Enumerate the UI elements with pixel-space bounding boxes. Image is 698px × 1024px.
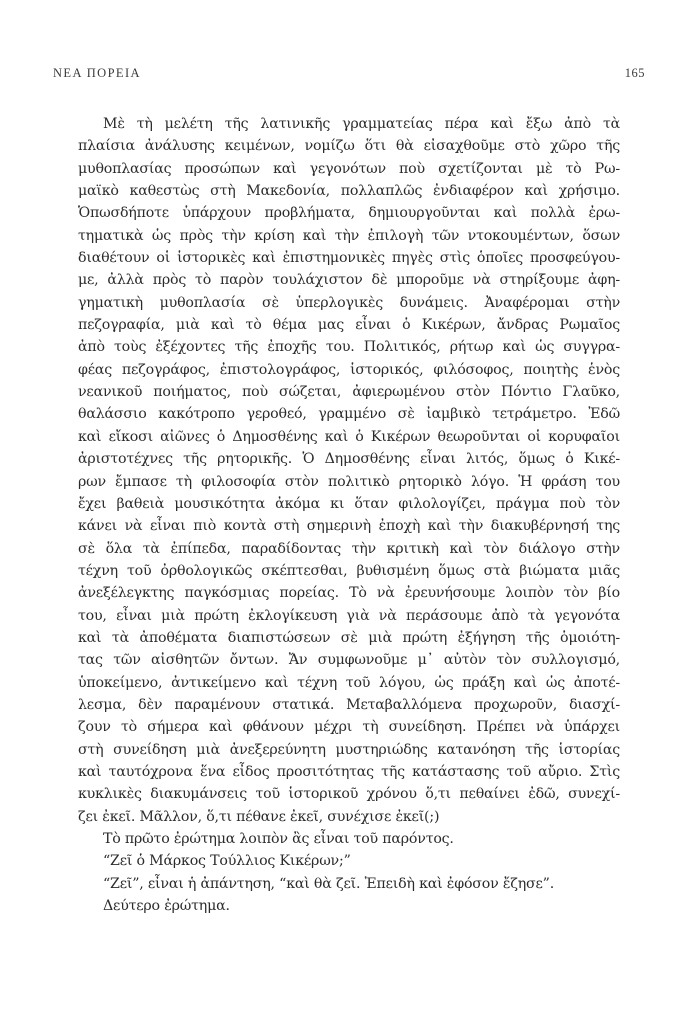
text-line: “Ζεῖ”, εἶναι ἡ ἀπάντηση, “καὶ θὰ ζεῖ. Ἐπειδὴ καὶ ἐφόσον ἔζησε”.	[103, 875, 555, 892]
text-line: διαθέτουν οἱ ἱστορικὲς καὶ ἐπιστημονικὲς πηγὲς στὶς ὁποῖες προσφεύγου-	[78, 250, 620, 267]
text-line: λεσμα, δὲν παραμένουν στατικά. Μεταβαλλόμενα προχωροῦν, διασχί-	[78, 696, 620, 713]
text-line: Δεύτερο ἐρώτημα.	[103, 898, 230, 915]
text-line: ἀριστοτέχνες τῆς ρητορικῆς. Ὁ Δημοσθένης εἶναι λιτός, ὅμως ὁ Κικέ-	[78, 451, 620, 468]
text-line: ζουν τὸ σήμερα καὶ φθάνουν μέχρι τὴ συνείδηση. Πρέπει νὰ ὑπάρχει	[78, 719, 620, 736]
text-line: τας τῶν αἰσθητῶν ὄντων. Ἄν συμφωνοῦμε μ᾽ αὐτὸν τὸν συλλογισμό,	[78, 652, 620, 669]
text-line: “Ζεῖ ὁ Μάρκος Τούλλιος Κικέρων;”	[103, 853, 351, 870]
text-line: γηματικὴ μυθοπλασία σὲ ὑπερλογικὲς δυνάμεις. Ἀναφέρομαι στὴν	[78, 294, 620, 311]
text-line: ρων ἔμπασε τὴ φιλοσοφία στὸν πολιτικὸ ρητορικὸ λόγο. Ἡ φράση του	[78, 473, 620, 490]
text-line: μαϊκὸ καθεστὼς στὴ Μακεδονία, πολλαπλῶς ἐνδιαφέρον καὶ χρήσιμο.	[78, 183, 620, 200]
text-line: θαλάσσιο κακότροπο γεροθεό, γραμμένο σὲ ἰαμβικὸ τετράμετρο. Ἐδῶ	[78, 406, 620, 423]
text-line: πλαίσια ἀνάλυσης κειμένων, νομίζω ὅτι θὰ εἰσαχθοῦμε στὸ χῶρο τῆς	[78, 138, 620, 155]
text-line: ἀπὸ τοὺς ἐξέχοντες τῆς ἐποχῆς του. Πολιτικός, ρήτωρ καὶ ὡς συγγρα-	[78, 339, 620, 356]
page-header	[53, 66, 645, 82]
text-line: Τὸ πρῶτο ἐρώτημα λοιπὸν ἂς εἶναι τοῦ παρόντος.	[103, 831, 454, 847]
text-line: μυθοπλασίας προσώπων καὶ γεγονότων ποὺ σχετίζονται μὲ τὸ Ρω-	[78, 160, 620, 177]
text-line: ἀνεξέλεγκτης παγκόσμιας πορείας. Τὸ νὰ ἐρευνήσουμε λοιπὸν τὸν βίο	[78, 585, 620, 602]
text-line: καὶ εἴκοσι αἰῶνες ὁ Δημοσθένης καὶ ὁ Κικέρων θεωροῦνται οἱ κορυφαῖοι	[78, 428, 620, 445]
text-line: Μὲ τὴ μελέτη τῆς λατινικῆς γραμματείας πέρα καὶ ἔξω ἀπὸ τὰ	[103, 116, 620, 132]
text-line: κυκλικὲς διακυμάνσεις τοῦ ἱστορικοῦ χρόνου ὅ,τι πεθαίνει ἐδῶ, συνεχί-	[78, 786, 620, 803]
running-head: ΝΕΑ ΠΟΡΕΙΑ	[53, 66, 141, 80]
text-line: ἔχει βαθειὰ μουσικότητα ἀκόμα κι ὅταν φιλολογίζει, πράγμα ποὺ τὸν	[78, 495, 620, 512]
page-number: 165	[624, 66, 645, 80]
text-line: με, ἀλλὰ πρὸς τὸ παρὸν τουλάχιστον δὲ μποροῦμε νὰ στηρίξουμε ἀφη-	[78, 272, 620, 289]
body-text	[78, 113, 620, 917]
text-line: στὴ συνείδηση μιὰ ἀνεξερεύνητη μυστηριώδης κατανόηση τῆς ἱστορίας	[78, 741, 620, 758]
text-line: ὑποκείμενο, ἀντικείμενο καὶ τέχνη τοῦ λόγου, ὡς πράξη καὶ ὡς ἀποτέ-	[78, 674, 620, 691]
text-line: πεζογραφία, μιὰ καὶ τὸ θέμα μας εἶναι ὁ Κικέρων, ἄνδρας Ρωμαῖος	[78, 317, 620, 334]
text-line: τηματικὰ ὡς πρὸς τὴν κρίση καὶ τὴν ἐπιλογὴ τῶν ντοκουμέντων, ὅσων	[78, 227, 620, 244]
text-line: του, εἶναι μιὰ πρώτη ἐκλογίκευση γιὰ νὰ περάσουμε ἀπὸ τὰ γεγονότα	[78, 607, 620, 624]
text-line: τέχνη τοῦ ὀρθολογικῶς σκέπτεσθαι, βυθισμένη ὅμως στὰ βιώματα μιᾶς	[78, 562, 620, 579]
text-line: Ὁπωσδήποτε ὑπάρχουν προβλήματα, δημιουργοῦνται καὶ πολλὰ ἐρω-	[78, 205, 620, 222]
text-line: κάνει νὰ εἶναι πιὸ κοντὰ στὴ σημερινὴ ἐποχὴ καὶ τὴν διακυβέρνησή της	[78, 518, 620, 535]
text-line: φέας πεζογράφος, ἐπιστολογράφος, ἱστορικός, φιλόσοφος, ποιητὴς ἑνὸς	[78, 361, 620, 378]
text-line: ζει ἐκεῖ. Μᾶλλον, ὅ,τι πέθανε ἐκεῖ, συνέχισε ἐκεῖ(;)	[78, 808, 440, 825]
text-line: σὲ ὅλα τὰ ἐπίπεδα, παραδίδοντας τὴν κριτικὴ καὶ τὸν διάλογο στὴν	[78, 540, 620, 557]
text-line: καὶ ταυτόχρονα ἕνα εἶδος προσιτότητας τῆς κατάστασης τοῦ αὔριο. Στὶς	[78, 763, 620, 780]
text-line: καὶ τὰ ἀποθέματα διαπιστώσεων σὲ μιὰ πρώτη ἐξήγηση τῆς ὁμοιότη-	[78, 629, 620, 646]
text-line: νεανικοῦ ποιήματος, ποὺ σώζεται, ἀφιερωμένου στὸν Πόντιο Γλαῦκο,	[78, 384, 620, 401]
